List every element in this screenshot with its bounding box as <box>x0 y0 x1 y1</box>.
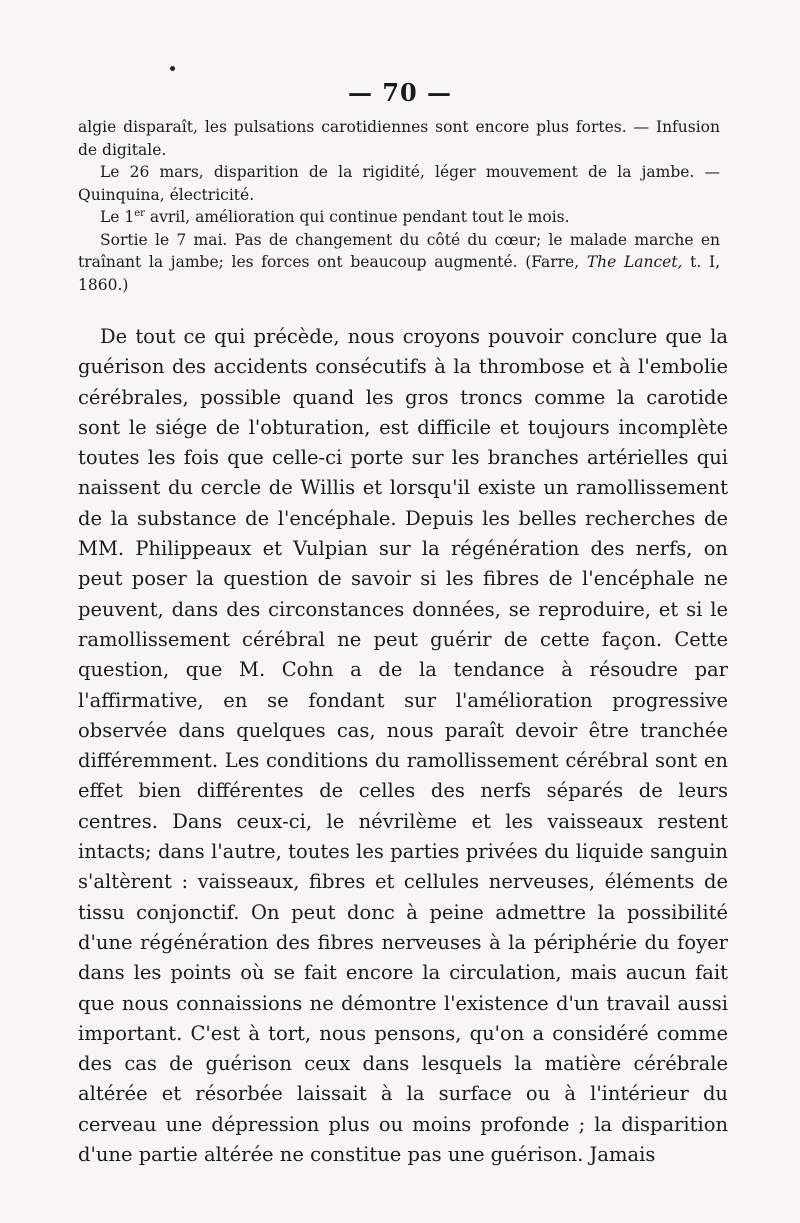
note-line: Le 26 mars, disparition de la rigidité, léger mouvement de la jambe. — Quinquina, électricité. <box>78 163 720 204</box>
note-text: Le 1 <box>100 208 135 226</box>
note-text: avril, amélioration qui continue pendant tout le mois. <box>144 208 570 226</box>
note-text: Sortie le 7 mai. Pas de changement du côté du cœur; le malade marche en traînant la jambe; les forces ont beaucoup augmenté. (Farre, <box>78 230 720 271</box>
journal-title: The Lancet, <box>586 253 683 271</box>
ink-dot <box>170 66 175 71</box>
page-number: — 70 — <box>347 78 453 107</box>
note-text: t. I, 1860.) <box>78 253 721 294</box>
body-paragraph: De tout ce qui précède, nous croyons pouvoir conclure que la guérison des accidents consécutifs à la thrombose et à l'embolie cérébrales, possible quand les gros troncs comme la carotide sont le siége de l'obturation, est difficile et toujours incomplète toutes les fois que celle-ci porte sur les branches artérielles qui naissent du cercle de Willis et lorsqu'il existe un ramollissement de la substance de l'encéphale. Depuis les belles recherches de MM. Philippeaux et Vulpian sur la régénération des nerfs, on peut poser la question de savoir si les fibres de l'encéphale ne peuvent, dans des circonstances données, se reproduire, et si le ramollissement cérébral ne peut guérir de cette façon. Cette question, que M. Cohn a de la tendance à résoudre par l'affirmative, en se fondant sur l'amélioration progressive observée dans quelques cas, nous paraît devoir être tranchée différemment. Les conditions du ramollissement cérébral sont en effet bien différentes de celles des nerfs séparés de leurs centres. Dans ceux-ci, le névrilème et les vaisseaux restent intacts; dans l'autre, toutes les parties privées du liquide sanguin s'altèrent : vaisseaux, fibres et cellules nerveuses, éléments de tissu conjonctif. On peut donc à peine admettre la possibilité d'une régénération des fibres nerveuses à la périphérie du foyer dans les points où se fait encore la circulation, mais aucun fait que nous connaissions ne démontre l'existence d'un travail aussi important. C'est à tort, nous pensons, qu'on a considéré comme des cas de guérison ceux dans lesquels la matière cérébrale altérée et résorbée laissait à la surface ou à l'intérieur du cerveau une dépression plus ou moins profonde ; la disparition d'une partie altérée ne constitue pas une guérison. Jamais <box>78 325 728 1167</box>
note-line <box>78 206 720 229</box>
note-line: algie disparaît, les pulsations carotidiennes sont encore plus fortes. — Infusion de digitale. <box>78 118 720 159</box>
case-notes <box>78 116 720 296</box>
main-text <box>78 322 728 1170</box>
superscript: er <box>134 207 145 219</box>
note-line <box>78 229 720 297</box>
